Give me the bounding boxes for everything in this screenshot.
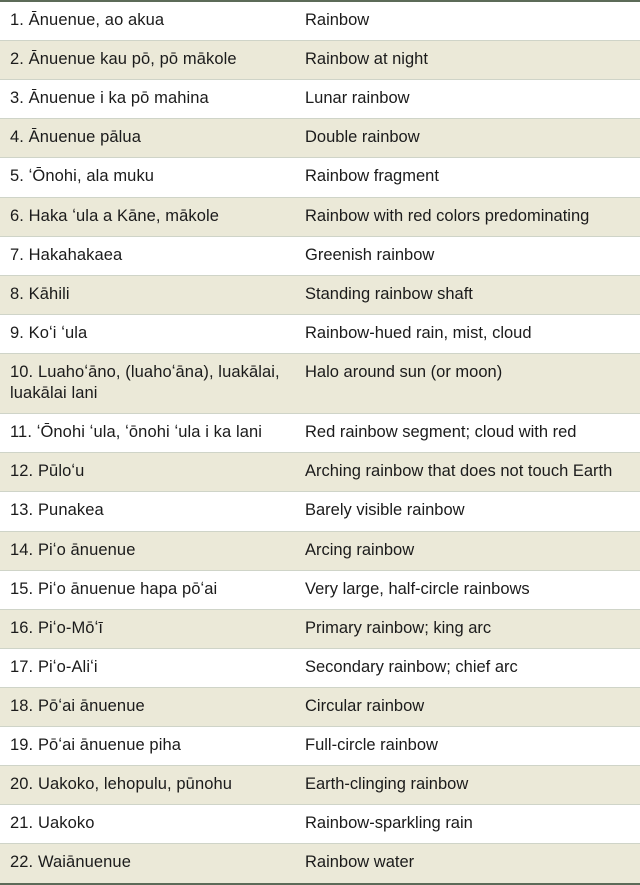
term-cell (0, 275, 295, 314)
definition-text: Primary rainbow; king arc (305, 618, 492, 637)
table-row (0, 687, 640, 726)
definition-cell (295, 275, 640, 314)
definition-cell (295, 648, 640, 687)
definition-cell (295, 353, 640, 413)
term-text: Koʻi ʻula (28, 323, 88, 342)
term-cell (0, 158, 295, 197)
term-cell (0, 570, 295, 609)
term-text: ʻŌnohi ʻula, ʻōnohi ʻula i ka lani (36, 423, 263, 442)
definition-cell (295, 453, 640, 492)
definition-cell (295, 727, 640, 766)
term-text: Hakahakaea (28, 245, 123, 264)
definition-text: Arching rainbow that does not touch Earth (305, 462, 613, 481)
term-cell (0, 844, 295, 883)
definition-text: Rainbow at night (305, 50, 428, 69)
term-text: Waiānuenue (37, 853, 131, 872)
definition-cell (295, 844, 640, 883)
row-number: 7. (10, 245, 24, 264)
definition-text: Secondary rainbow; chief arc (305, 657, 518, 676)
term-cell (0, 80, 295, 119)
definition-text: Circular rainbow (305, 696, 425, 715)
table-row (0, 453, 640, 492)
term-text: Pōʻai ānuenue (37, 696, 145, 715)
term-text: Piʻo-Aliʻi (37, 657, 98, 676)
table-row (0, 119, 640, 158)
term-cell (0, 531, 295, 570)
row-number: 14. (10, 540, 34, 559)
table-row (0, 844, 640, 883)
term-text: Piʻo-Mōʻī (37, 618, 104, 637)
term-text: Luahoʻāno, (luahoʻāna), luakālai, luakālai lani (10, 362, 280, 403)
definition-cell (295, 119, 640, 158)
table-row (0, 314, 640, 353)
definition-text: Greenish rainbow (305, 245, 435, 264)
definition-text: Rainbow with red colors predominating (305, 206, 590, 225)
term-cell (0, 314, 295, 353)
row-number: 9. (10, 323, 24, 342)
row-number: 15. (10, 579, 34, 598)
definition-cell (295, 158, 640, 197)
table-row (0, 414, 640, 453)
definition-text: Very large, half-circle rainbows (305, 579, 530, 598)
row-number: 1. (10, 11, 24, 29)
definition-text: Full-circle rainbow (305, 736, 438, 755)
definition-cell (295, 492, 640, 531)
table-row (0, 531, 640, 570)
term-text: Uakoko (37, 814, 95, 833)
definition-text: Halo around sun (or moon) (305, 362, 503, 381)
definition-cell (295, 609, 640, 648)
term-cell (0, 766, 295, 805)
table-row (0, 570, 640, 609)
table-row (0, 197, 640, 236)
definition-text: Rainbow water (305, 853, 415, 872)
table-row (0, 766, 640, 805)
term-cell (0, 2, 295, 41)
row-number: 12. (10, 462, 34, 481)
definition-cell (295, 197, 640, 236)
term-cell (0, 727, 295, 766)
definition-text: Standing rainbow shaft (305, 284, 473, 303)
definition-cell (295, 314, 640, 353)
row-number: 11. (10, 423, 33, 442)
definition-text: Arcing rainbow (305, 540, 415, 559)
definition-cell (295, 570, 640, 609)
table-row (0, 492, 640, 531)
row-number: 21. (10, 814, 34, 833)
table-row (0, 158, 640, 197)
term-cell (0, 197, 295, 236)
term-cell (0, 492, 295, 531)
table-row (0, 275, 640, 314)
glossary-table-body (0, 2, 640, 883)
table-row (0, 2, 640, 41)
row-number: 18. (10, 696, 34, 715)
term-cell (0, 805, 295, 844)
term-text: Kāhili (28, 284, 70, 303)
definition-text: Rainbow fragment (305, 167, 439, 186)
term-cell (0, 119, 295, 158)
row-number: 2. (10, 50, 24, 69)
term-cell (0, 648, 295, 687)
term-text: Ānuenue, ao akua (28, 11, 165, 29)
term-text: Uakoko, lehopulu, pūnohu (37, 775, 233, 794)
definition-cell (295, 766, 640, 805)
row-number: 13. (10, 501, 34, 520)
term-cell (0, 453, 295, 492)
row-number: 4. (10, 128, 24, 147)
definition-cell (295, 805, 640, 844)
table-row (0, 609, 640, 648)
term-cell (0, 414, 295, 453)
table-row (0, 41, 640, 80)
definition-cell (295, 80, 640, 119)
term-cell (0, 41, 295, 80)
row-number: 3. (10, 89, 24, 108)
term-text: Piʻo ānuenue hapa pōʻai (37, 579, 218, 598)
term-cell (0, 236, 295, 275)
definition-text: Barely visible rainbow (305, 501, 465, 520)
definition-cell (295, 414, 640, 453)
definition-text: Rainbow (305, 11, 370, 29)
term-cell (0, 353, 295, 413)
term-text: Punakea (37, 501, 104, 520)
definition-cell (295, 687, 640, 726)
glossary-table (0, 2, 640, 883)
row-number: 22. (10, 853, 34, 872)
table-row (0, 236, 640, 275)
table-row (0, 648, 640, 687)
definition-cell (295, 531, 640, 570)
table-row (0, 805, 640, 844)
row-number: 17. (10, 657, 34, 676)
term-text: Pōʻai ānuenue piha (37, 736, 182, 755)
definition-text: Red rainbow segment; cloud with red (305, 423, 577, 442)
term-text: Ānuenue i ka pō mahina (28, 89, 209, 108)
definition-text: Double rainbow (305, 128, 420, 147)
row-number: 8. (10, 284, 24, 303)
term-text: Piʻo ānuenue (37, 540, 136, 559)
definition-cell (295, 236, 640, 275)
definition-text: Earth-clinging rainbow (305, 775, 469, 794)
definition-cell (295, 2, 640, 41)
term-text: ʻŌnohi, ala muku (28, 167, 155, 186)
table-row (0, 353, 640, 413)
term-text: Ānuenue kau pō, pō mākole (28, 50, 237, 69)
table-row (0, 727, 640, 766)
row-number: 10. (10, 362, 34, 381)
definition-cell (295, 41, 640, 80)
row-number: 6. (10, 206, 24, 225)
definition-text: Rainbow-sparkling rain (305, 814, 473, 833)
table-row (0, 80, 640, 119)
term-text: Haka ʻula a Kāne, mākole (28, 206, 220, 225)
term-cell (0, 609, 295, 648)
term-cell (0, 687, 295, 726)
term-text: Pūloʻu (37, 462, 85, 481)
definition-text: Rainbow-hued rain, mist, cloud (305, 323, 532, 342)
row-number: 20. (10, 775, 34, 794)
definition-text: Lunar rainbow (305, 89, 410, 108)
row-number: 19. (10, 736, 34, 755)
term-text: Ānuenue pālua (28, 128, 141, 147)
row-number: 5. (10, 167, 24, 186)
row-number: 16. (10, 618, 34, 637)
